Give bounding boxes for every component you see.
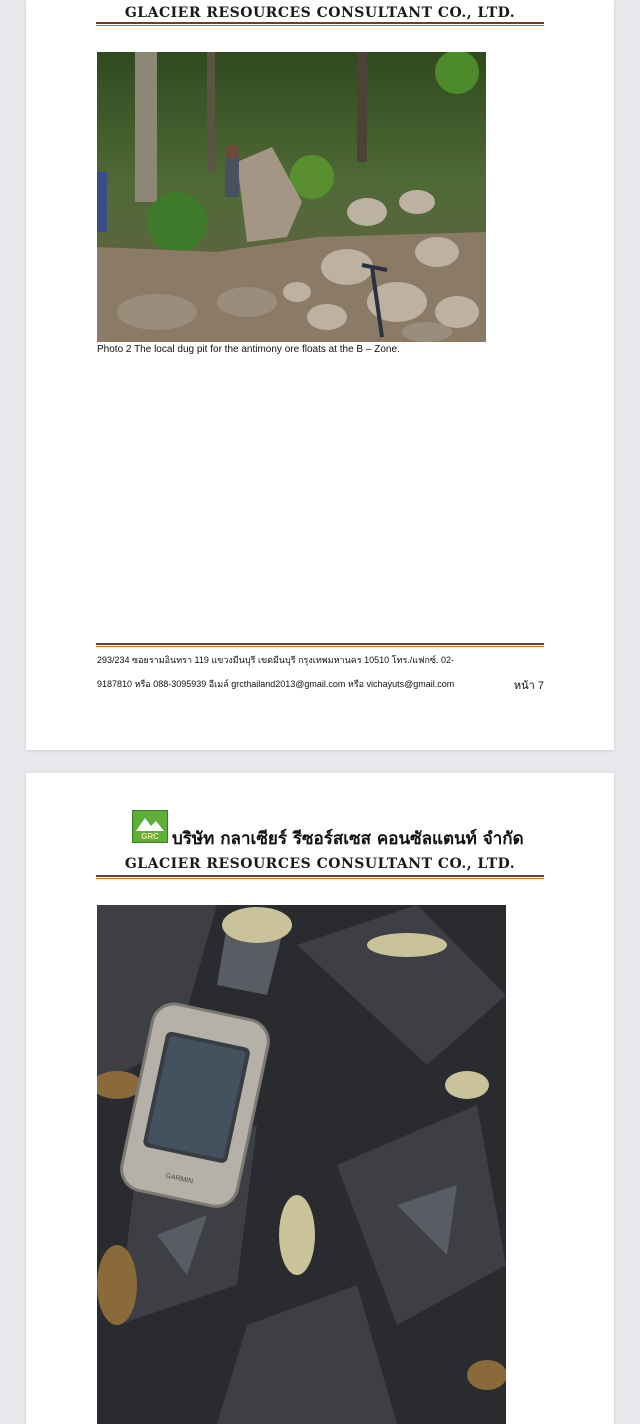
footer-address-line: 293/234 ซอยรามอินทรา 119 แขวงมีนบุรี เขตมีนบุรี กรุงเทพมหานคร 10510 โทร./แฟกซ์. 02- xyxy=(97,655,455,665)
mountain-logo-icon xyxy=(133,811,167,842)
page-number: หน้า 7 xyxy=(513,680,544,692)
dug-pit-image xyxy=(97,52,486,342)
header-rule xyxy=(96,875,544,879)
footer-contact-line: 9187810 หรือ 088-3095939 อีเมล์ grcthailand2013@gmail.com หรือ vichayuts@gmail.com xyxy=(97,679,455,689)
logo-text: GRC xyxy=(141,832,159,841)
company-logo xyxy=(132,810,168,843)
company-name-th: บริษัท กลาเซียร์ รีซอร์สเซส คอนซัลแตนท์ จำกัด xyxy=(172,829,524,849)
photo-gps-on-rock xyxy=(97,905,506,1424)
company-name-en: GLACIER RESOURCES CONSULTANT CO., LTD. xyxy=(124,5,516,21)
gps-brand-label: GARMIN xyxy=(164,1172,194,1186)
header-rule xyxy=(96,22,544,26)
photo-dug-pit xyxy=(97,52,486,342)
document-page-1 xyxy=(26,0,614,750)
photo-caption: Photo 2 The local dug pit for the antimony ore floats at the B – Zone. xyxy=(97,344,400,355)
footer-rule xyxy=(96,643,544,647)
company-name-en: GLACIER RESOURCES CONSULTANT CO., LTD. xyxy=(124,856,516,872)
document-page-2 xyxy=(26,773,614,1424)
gps-rock-image xyxy=(97,905,506,1424)
